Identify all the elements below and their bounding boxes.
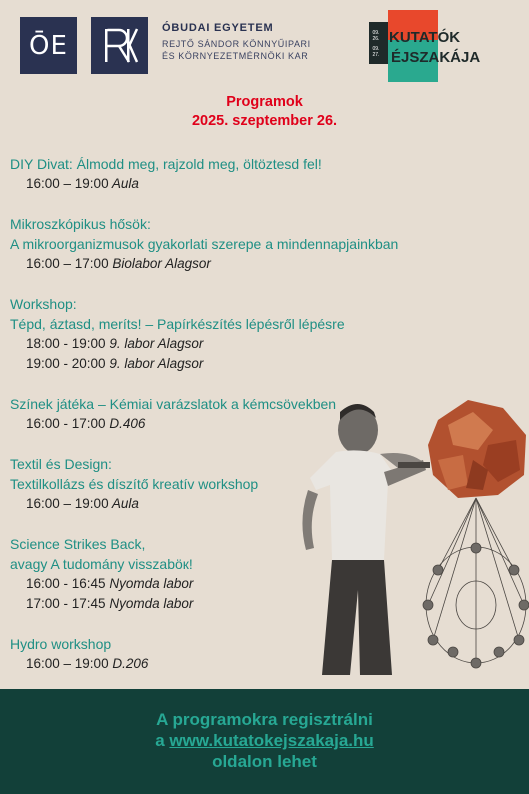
event-place: Nyomda labor [109, 596, 194, 611]
university-name: ÓBUDAI EGYETEM [162, 22, 274, 34]
event-place: 9. labor Alagsor [109, 356, 204, 371]
event-place: Aula [111, 496, 139, 511]
ke-date-1a: 09. [372, 30, 380, 36]
oe-logo-text: ŌE [29, 30, 68, 61]
event-time: 16:00 - 16:45 [26, 576, 106, 591]
footer-line-1: A programokra regisztrálni [156, 710, 373, 729]
event-place: Aula [111, 176, 139, 191]
event-time: 16:00 – 19:00 [26, 496, 109, 511]
event-time-row [10, 334, 460, 354]
scientist-collage-illustration [288, 390, 529, 675]
event-time-row [10, 354, 460, 374]
kutatok-ejszakaja-logo [369, 10, 504, 82]
rkk-faculty-logo [91, 17, 148, 74]
event-item [10, 214, 460, 274]
ke-date-2a: 09. [372, 46, 380, 52]
event-item [10, 154, 460, 194]
event-title: Mikroszkópikus hősök: [10, 216, 151, 232]
registration-link[interactable]: www.kutatokejszakaja.hu [169, 731, 374, 750]
event-subtitle: Tépd, áztasd, meríts! – Papírkészítés lépésről lépésre [10, 316, 345, 332]
event-subtitle: Textilkollázs és díszítő kreatív workshop [10, 476, 259, 492]
faculty-line-1: REJTŐ SÁNDOR KÖNNYŰIPARI [162, 39, 311, 49]
event-subtitle: A mikroorganizmusok gyakorlati szerepe a mindennapjainkban [10, 236, 399, 252]
event-time: 16:00 – 17:00 [26, 256, 109, 271]
event-time: 16:00 – 19:00 [26, 176, 109, 191]
event-time-row [10, 254, 460, 274]
ke-logo-line-2: ÉJSZAKÁJA [391, 49, 481, 66]
obudai-egyetem-logo [20, 17, 77, 74]
geometric-wheel-diagram [423, 498, 529, 668]
footer-link-prefix: a [155, 731, 170, 750]
program-title-block [0, 93, 529, 131]
event-place: 9. labor Alagsor [109, 336, 204, 351]
footer-line-2 [0, 730, 529, 751]
faculty-line-2: ÉS KÖRNYEZETMÉRNÖKI KAR [162, 51, 309, 61]
event-title: DIY Divat: Álmodd meg, rajzold meg, öltöztesd fel! [10, 156, 322, 172]
event-date: 2025. szeptember 26. [191, 113, 338, 129]
page-title: Programok [226, 94, 303, 110]
event-title: Textil és Design: [10, 456, 112, 472]
event-place: D.406 [109, 416, 146, 431]
event-title: Science Strikes Back, [10, 536, 146, 552]
registration-footer [0, 689, 529, 794]
event-place: D.206 [112, 656, 149, 671]
event-time: 16:00 – 19:00 [26, 656, 109, 671]
event-time: 18:00 - 19:00 [26, 336, 106, 351]
ke-logo-line-1: KUTATÓK [389, 29, 461, 46]
footer-line-3: oldalon lehet [212, 752, 317, 771]
event-time-row [10, 174, 460, 194]
event-place: Biolabor Alagsor [112, 256, 211, 271]
event-title: Színek játéka – Kémiai varázslatok a kémcsövekben [10, 396, 337, 412]
event-subtitle: avagy A tudomány visszaböк! [10, 556, 193, 572]
event-time: 19:00 - 20:00 [26, 356, 106, 371]
ke-date-1b: 26. [372, 36, 380, 42]
event-title: Hydro workshop [10, 636, 112, 652]
header [0, 0, 529, 90]
event-item [10, 294, 460, 374]
scientist-figure [302, 404, 430, 675]
university-name-block [162, 22, 352, 62]
ke-date-2b: 27. [372, 52, 380, 58]
event-title: Workshop: [10, 296, 77, 312]
event-place: Nyomda labor [109, 576, 194, 591]
event-time: 17:00 - 17:45 [26, 596, 106, 611]
event-time: 16:00 - 17:00 [26, 416, 106, 431]
mineral-crystal [428, 400, 526, 498]
